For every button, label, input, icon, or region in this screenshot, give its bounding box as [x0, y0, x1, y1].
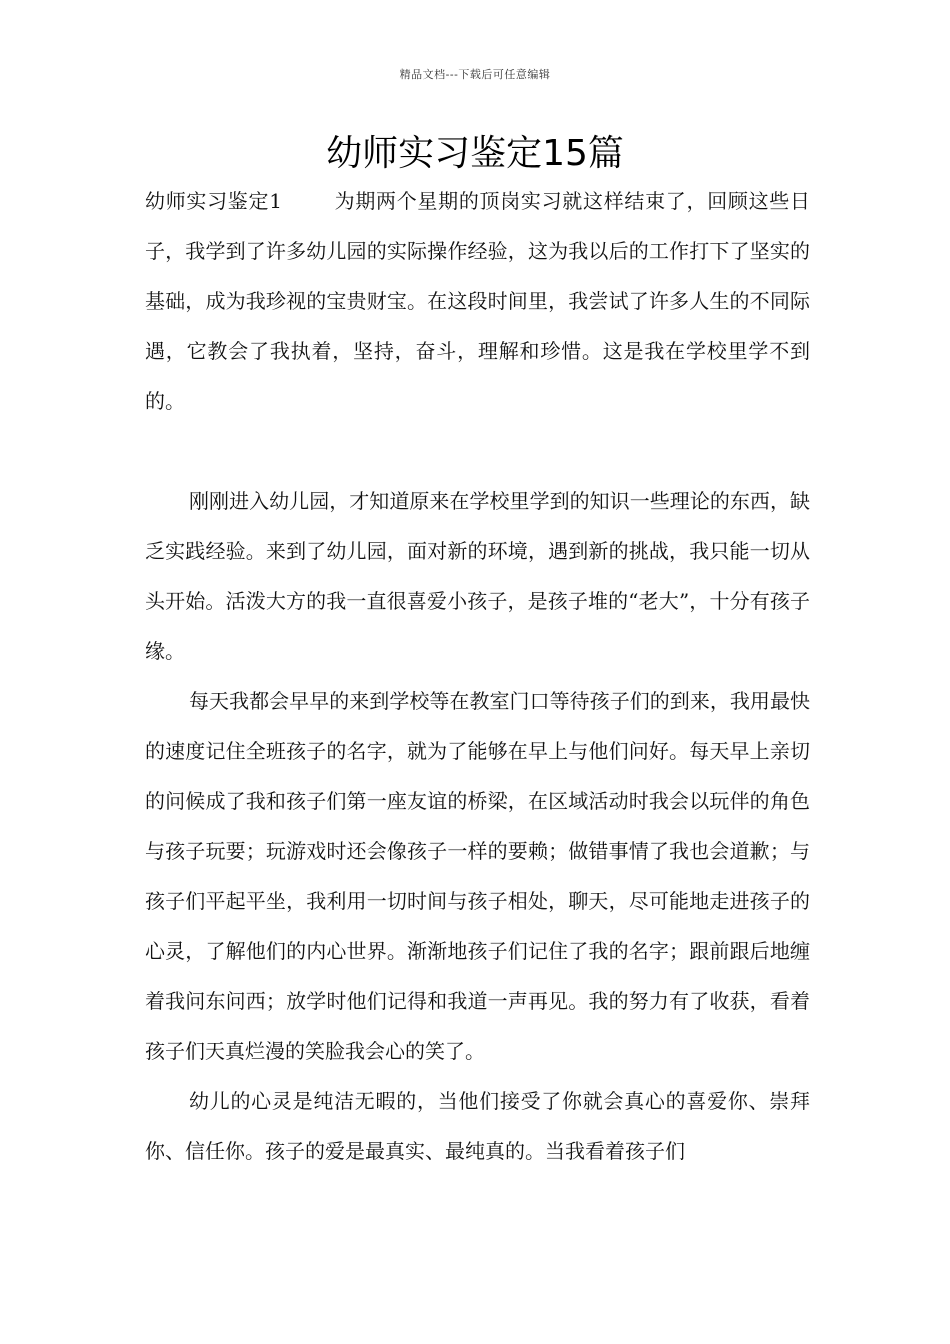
paragraph-text: 为期两个星期的顶岗实习就这样结束了，回顾这些日子，我学到了许多幼儿园的实际操作经验，这为我以后的工作打下了坚实的基础，成为我珍视的宝贵财宝。在这段时间里，我尝试了许多人生的不同际遇，它教会了我执着，坚持，奋斗，理解和珍惜。这是我在学校里学不到的。 — [145, 189, 810, 413]
paragraph-4: 幼儿的心灵是纯洁无暇的，当他们接受了你就会真心的喜爱你、崇拜你、信任你。孩子的爱是最真实、最纯真的。当我看着孩子们 — [145, 1089, 810, 1163]
section-label: 幼师实习鉴定1 — [145, 189, 282, 213]
paragraph-3: 每天我都会早早的来到学校等在教室门口等待孩子们的到来，我用最快的速度记住全班孩子的名字，就为了能够在早上与他们问好。每天早上亲切的问候成了我和孩子们第一座友谊的桥梁，在区域活动时我会以玩伴的角色与孩子玩要；玩游戏时还会像孩子一样的要赖；做错事情了我也会道歉；与孩子们平起平坐，我利用一切时间与孩子相处，聊天，尽可能地走进孩子的心灵，了解他们的内心世界。渐渐地孩子们记住了我的名字；跟前跟后地缠着我问东问西；放学时他们记得和我道一声再见。我的努力有了收获，看着孩子们天真烂漫的笑脸我会心的笑了。 — [145, 689, 810, 1063]
document-body — [145, 176, 810, 1176]
document-title: 幼师实习鉴定15篇 — [326, 133, 624, 174]
paragraph-2: 刚刚进入幼儿园，才知道原来在学校里学到的知识一些理论的东西，缺乏实践经验。来到了幼儿园，面对新的环境，遇到新的挑战，我只能一切从头开始。活泼大方的我一直很喜爱小孩子，是孩子堆的“老大”，十分有孩子缘。 — [145, 489, 810, 663]
paragraph-1 — [145, 176, 810, 426]
page-header-watermark: 精品文档---下载后可任意编辑 — [399, 68, 551, 81]
